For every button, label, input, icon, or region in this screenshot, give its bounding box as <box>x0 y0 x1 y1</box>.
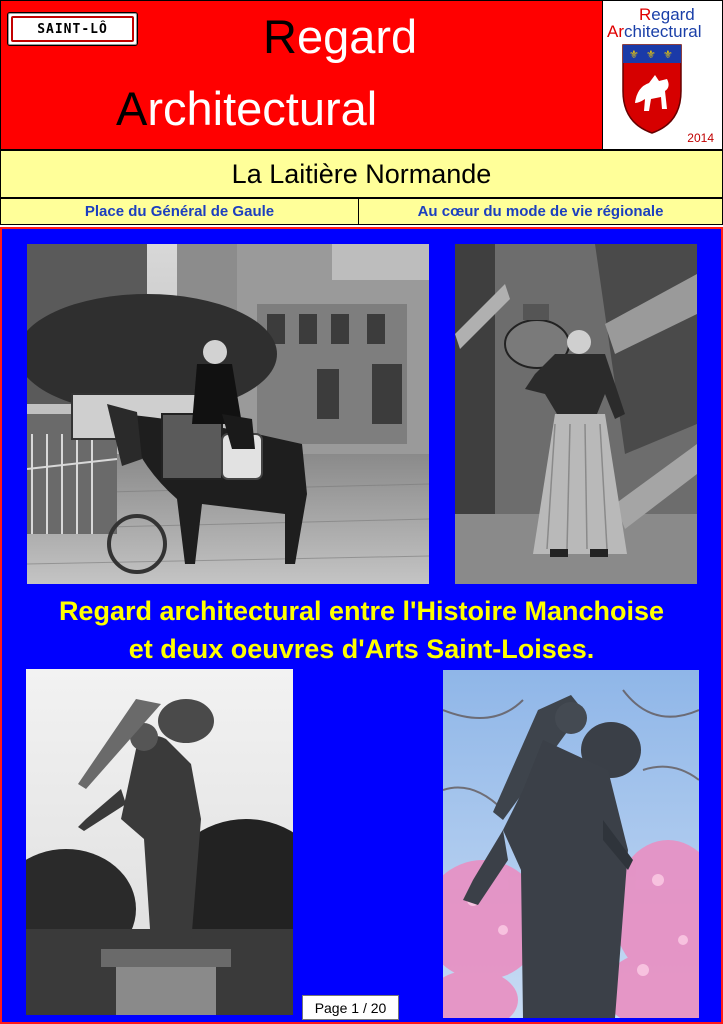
caption-line-2: et deux oeuvres d'Arts Saint-Loises. <box>128 634 595 664</box>
page-number: Page 1 / 20 <box>302 995 399 1020</box>
title-rest-2: rchitectural <box>147 82 378 135</box>
photo-statue-modern <box>443 670 699 1018</box>
caption-line-1: Regard architectural entre l'Histoire Manchoise <box>58 596 665 626</box>
svg-text:⚜: ⚜ <box>663 48 673 61</box>
subject-title: La Laitière Normande <box>231 158 492 189</box>
saint-lo-coat-of-arms-icon <box>621 43 683 135</box>
svg-text:⚜: ⚜ <box>646 48 656 61</box>
logo-word-2a: Ar <box>607 22 624 41</box>
logo-word-1: egard <box>651 5 695 24</box>
logo-word-2b: chitectural <box>624 22 702 41</box>
logo-title <box>607 6 722 40</box>
logo-initial-r: R <box>639 5 652 24</box>
title-rest-1: egard <box>296 10 418 63</box>
title-initial-a: A <box>116 82 148 135</box>
city-sign <box>7 12 138 46</box>
location-label: Place du Général de Gaule <box>0 198 359 225</box>
logo <box>602 0 723 150</box>
tagline-label: Au cœur du mode de vie régionale <box>358 198 723 225</box>
title-line-1 <box>263 9 417 65</box>
svg-text:⚜: ⚜ <box>629 48 639 61</box>
subject-bar <box>0 150 723 198</box>
city-sign-text: SAINT-LÔ <box>11 16 134 42</box>
photo-statue-historic <box>26 669 293 1015</box>
logo-year: 2014 <box>687 131 714 145</box>
title-initial-r: R <box>263 10 297 63</box>
caption <box>0 592 723 668</box>
photo-milkmaid-donkey <box>27 244 429 584</box>
title-line-2 <box>116 81 377 137</box>
photo-milkmaid-standing <box>455 244 697 584</box>
